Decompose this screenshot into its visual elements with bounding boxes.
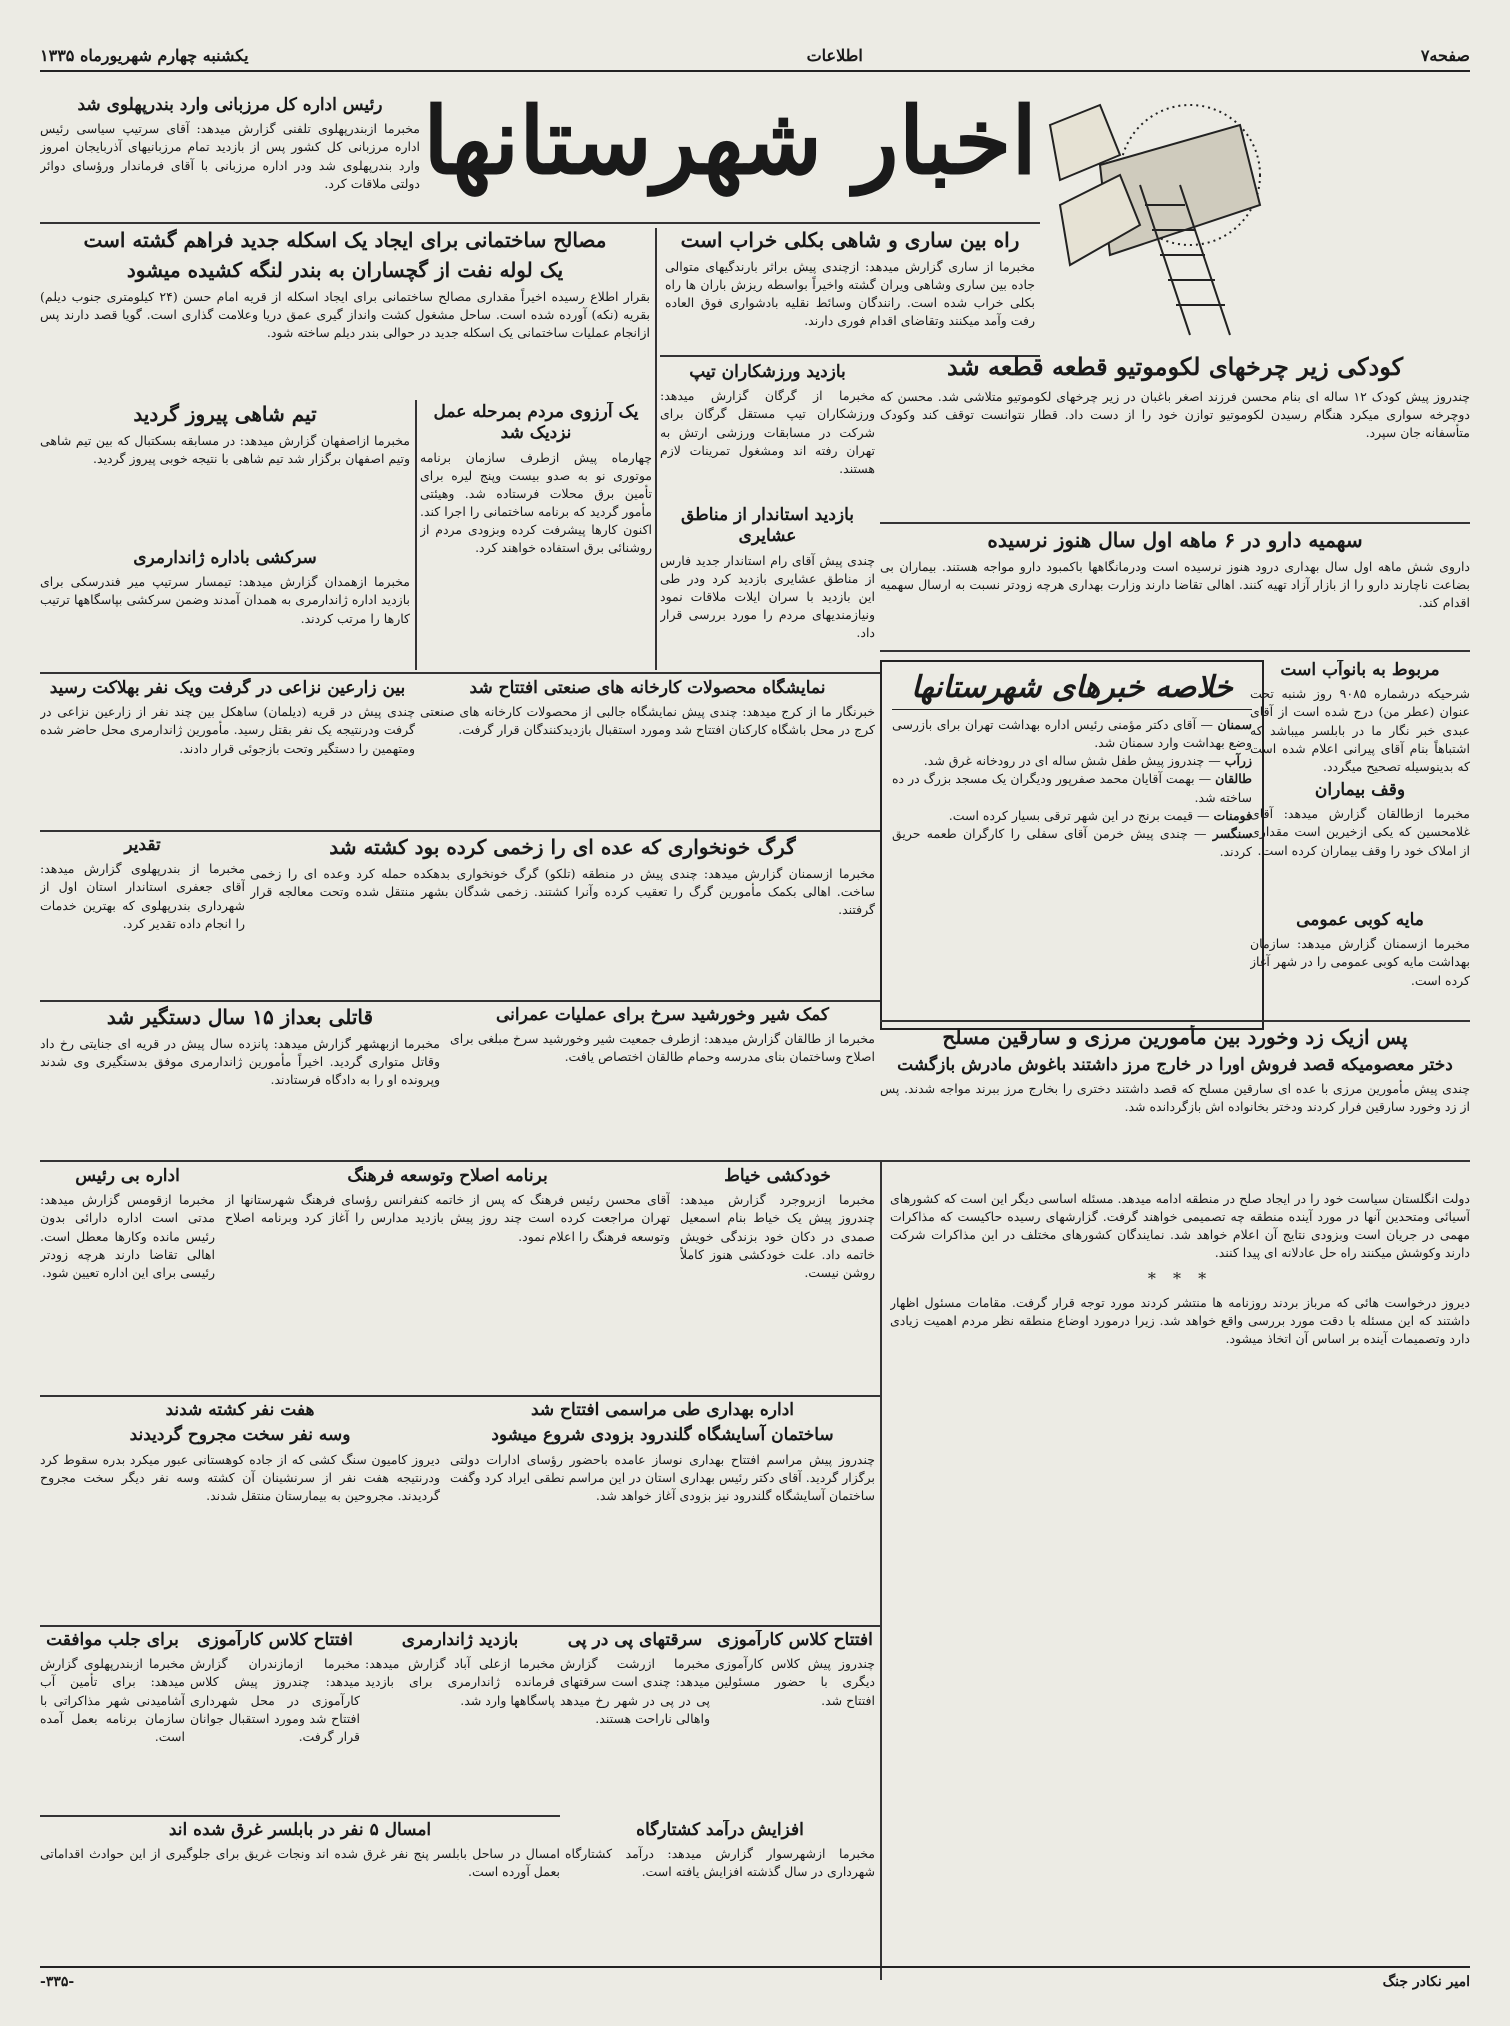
article-training-class-2: [715, 1630, 875, 1810]
summary-item-label: سنگسر: [1212, 825, 1252, 841]
article-sari-road: [665, 228, 1035, 358]
masthead: [420, 95, 1040, 225]
summary-item-text: بهمت آقایان محمد صفرپور ودیگران یک مسجد بزرگ در ده ساخته شد.: [892, 771, 1252, 805]
article-title: بازدید استاندار از مناطق عشایری: [680, 505, 855, 547]
editorial-body: دولت انگلستان سیاست خود را در ایجاد صلح در منطقه ادامه میدهد. مسئله اساسی دیگر این است که کشورهای آسیائی ومتحدین آنها در مورد آینده منطقه چه تصمیمی خواهند گرفت. گزارشهای رسیده حاکیست که مذاکرات مهمی در جریان است وبزودی نتایج آن اعلام خواهد شد. نمایندگان کشورهای مختلف در این مذاکرات شرکت دارند وکوشش میکنند راه حل عادلانه ای پیدا کنند.: [890, 1191, 1470, 1261]
article-body: مخبرما ازرشت گزارش میدهد: چندی است سرقتهای پی در پی در شهر رخ میدهد واهالی ناراحت هستند.: [560, 1656, 710, 1726]
article-title: برنامه اصلاح وتوسعه فرهنگ: [347, 1166, 548, 1186]
summary-title: خلاصه خبرهای شهرستانها: [892, 670, 1252, 710]
article-body: چندی پیش آقای رام استاندار جدید فارس از مناطق عشایری بازدید کرد ودر طی این بازدید با سران ایلات ملاقات نمود ونیازمندیهای مردم را مورد بررسی قرار داد.: [660, 552, 875, 640]
article-subtitle: وسه نفر سخت مجروح گردیدند: [129, 1425, 351, 1446]
article-title: کودکی زیر چرخهای لکوموتیو قطعه قطعه شد: [946, 352, 1404, 381]
article-no-chief: [40, 1166, 215, 1391]
article-body: مخبرما ازبندرپهلوی گزارش میدهد: برای تأمین آب آشامیدنی شهر مذاکراتی با سازمان برنامه بعمل آمده است.: [40, 1656, 185, 1744]
article-title: خودکشی خیاط: [724, 1166, 831, 1186]
article-culture-program: [225, 1166, 670, 1391]
article-body: مخبرما ازشهرسوار گزارش میدهد: درآمد کشتارگاه شهرداری در سال گذشته افزایش یافته است.: [565, 1846, 875, 1880]
article-body: مخبرما ازسمنان گزارش میدهد: چندی پیش در منطقه (تلکو) گرگ خونخواری بدهکده حمله کرد وعده ای را زخمی ساخت. اهالی بکمک مأمورین گرگ را تعقیب کرده وآنرا کشتند. زخمی شدگان بشهر منتقل شده وتحت معالجه قرار گرفتند.: [250, 866, 875, 918]
article-body: مخبرما ازبندرپهلوی تلفنی گزارش میدهد: آقای سرتیپ سیاسی رئیس اداره مرزبانی کل کشور پس از بازدید تمام مرزبانیهای آذربایجان امروز وارد بندرپهلوی شد ودر اداره مرزبانی با آقای فرماندار ورؤسای دوائر دولتی ملاقات کرد.: [40, 121, 420, 191]
summary-item: فومنات — قیمت برنج در این شهر ترقی بسیار کرده است.: [948, 807, 1252, 823]
article-title: سرقتهای پی در پی: [567, 1630, 703, 1650]
article-locomotive: [880, 352, 1470, 522]
article-health-office: [450, 1400, 875, 1620]
article-body: مخبرما از گرگان گزارش میدهد: ورزشکاران تیپ مستقل گرگان برای شرکت در مسابقات ورزشی ارتش به تهران رفته اند ومشغول تمرینات لازم هستند.: [660, 388, 875, 476]
article-title: تقدیر: [124, 835, 161, 855]
article-title: مربوط به بانوآب است: [1280, 660, 1440, 680]
summary-box: [880, 660, 1264, 1030]
article-consent: [40, 1630, 185, 1810]
article-body: چندروز پیش مراسم افتتاح بهداری نوساز عامده باحضور رؤسای ادارات دولتی برگزار گردید. آقای دکتر رئیس بهداری استان در این مراسم نطقی ایراد کرد وگفت ساختمان آسایشگاه گلندرود نیز بزودی آغاز خواهد شد.: [450, 1451, 875, 1503]
article-body: خبرنگار ما از کرج میدهد: چندی پیش نمایشگاه جالبی از محصولات کارخانه های صنعتی کرج در محل باشگاه کارکنان افتتاح شد ومورد استقبال بازدیدکنندگان قرار گرفت.: [420, 704, 875, 738]
article-slaughterhouse: [565, 1820, 875, 1970]
editorial-column: [890, 1190, 1470, 1770]
article-karaj-exhibition: [420, 678, 875, 828]
article-body: مخبرما ازهمدان گزارش میدهد: تیمسار سرتیپ میر فندرسکی برای بازدید اداره ژاندارمری به همدان آمدند وضمن سرکشی بپاسگاهها ترتیب کارها را مرتب کردند.: [40, 574, 410, 626]
article-subtitle: ساختمان آسایشگاه گلندرود بزودی شروع میشود: [491, 1425, 834, 1446]
article-body: آقای محسن رئیس فرهنگ که پس از خاتمه کنفرانس رؤسای فرهنگ شهرستانها از تهران مراجعت کرده است چند روز پیش بازدید مدارس را آغاز کرد وبرنامه اصلاح وتوسعه فرهنگ را اعلام نمود.: [225, 1192, 670, 1244]
article-drowned: [40, 1820, 560, 1970]
summary-item-text: قیمت برنج در این شهر ترقی بسیار کرده است.: [948, 807, 1194, 823]
article-body: مخبرما ازبروجرد گزارش میدهد: چندروز پیش یک خیاط بنام اسمعیل صمدی در دکان خود بزندگی خویش خاتمه داد. علت خودکشی هنوز کاملاً روشن نیست.: [680, 1192, 875, 1280]
article-title: سهمیه دارو در ۶ ماهه اول سال هنوز نرسیده: [987, 528, 1363, 552]
page-header: [40, 40, 1470, 72]
summary-item-label: طالقان: [1215, 771, 1252, 787]
side-endowment: [1250, 780, 1470, 905]
article-title: برای جلب موافقت: [46, 1630, 179, 1650]
article-title: تیم شاهی پیروز گردید: [133, 402, 317, 426]
article-body: مخبرما ازسمنان گزارش میدهد: سازمان بهداشت مایه کوبی عمومی را در شهر آغاز کرده است.: [1250, 936, 1470, 988]
article-title: کمک شیر وخورشید سرخ برای عملیات عمرانی: [495, 1005, 830, 1025]
article-body: مخبرما ازقومس گزارش میدهد: مدتی است اداره دارائی بدون رئیس مانده وکارها معطل است. اهالی تقاضا دارند هرچه زودتر رئیسی برای این اداره تعیین شود.: [40, 1192, 215, 1280]
article-title: وقف بیماران: [1314, 780, 1406, 800]
railroad-illustration: [1040, 85, 1280, 345]
summary-item-label: زرآب: [1224, 753, 1252, 769]
article-title: سرکشی باداره ژاندارمری: [133, 548, 317, 568]
article-body: مخبرما ازعلی آباد گزارش میدهد: فرمانده ژاندارمری برای بازدید پاسگاهها وارد شد.: [365, 1656, 555, 1708]
article-title: راه بین ساری و شاهی بکلی خراب است: [680, 228, 1020, 252]
article-title: افزایش درآمد کشتارگاه: [636, 1820, 804, 1840]
article-body: چندروز پیش کودک ۱۲ ساله ای بنام محسن فرزند اصغر باغبان در زیر چرخهای لکوموتیو متلاشی شد. محسن که دوچرخه سواری میکرد هنگام رسیدن لکوموتیو توازن خود را از دست داد. قطار نتوانست توقف کند وکودک متأسفانه جان سپرد.: [880, 389, 1470, 441]
article-people-wish: [420, 402, 652, 667]
summary-item-text: آقای دکتر مؤمنی رئیس اداره بهداشت تهران برای بازرسی وضع بهداشت وارد سمنان شد.: [892, 717, 1252, 751]
paper-name: اطلاعات: [806, 45, 863, 65]
article-title: نمایشگاه محصولات کارخانه های صنعتی افتتاح شد: [469, 678, 826, 698]
article-subtitle: یک لوله نفت از گچساران به بندر لنگه کشیده میشود: [126, 258, 564, 282]
masthead-title: اخبار شهرستانها: [423, 95, 1037, 195]
article-title: بازدید ژاندارمری: [401, 1630, 519, 1650]
separator-stars: * * *: [1147, 1268, 1213, 1288]
article-farmers-fight: [40, 678, 415, 828]
article-training-class: [190, 1630, 360, 1810]
article-red-lion: [450, 1005, 875, 1155]
article-body: امسال در ساحل بابلسر پنج نفر غرق شده اند ونجات غریق برای جلوگیری از این حوادث اقداماتی بعمل آورده است.: [40, 1846, 560, 1880]
article-shahi-team: [40, 402, 410, 542]
article-tailor: [680, 1166, 875, 1391]
summary-item: سنگسر — چندی پیش خرمن آقای سفلی را کارگران طعمه حریق کردند.: [892, 825, 1252, 859]
article-title: هفت نفر کشته شدند: [165, 1400, 315, 1420]
article-appreciation: [40, 835, 245, 995]
article-title: مایه کوبی عمومی: [1296, 910, 1424, 930]
side-correction: [1250, 660, 1470, 775]
summary-item: زرآب — چندروز پیش طفل شش ساله ای در رودخانه غرق شد.: [923, 753, 1252, 769]
article-border-chief: [40, 95, 420, 220]
article-gendarmerie-visit: [40, 548, 410, 668]
article-title: مصالح ساختمانی برای ایجاد یک اسکله جدید فراهم گشته است: [83, 228, 607, 252]
article-body: بقرار اطلاع رسیده اخیراً مقداری مصالح ساختمانی برای ایجاد اسکله از قریه امام حسن (۲۴ کیلومتری جنوب دیلم) بقریه (نکه) آورده شده است. ساحل مشغول کشت وانداز گیری عمق دریا وعلامت گذاری است. گویا قصد دارند پس ازانجام عملیات ساختمانی یک اسکله جدید در حوالی بندر دیلم ساخته شود.: [40, 289, 650, 341]
article-title: رئیس اداره کل مرزبانی وارد بندرپهلوی شد: [77, 95, 383, 115]
article-body: مخبرما ازبهشهر گزارش میدهد: پانزده سال پیش در قریه ای جنایتی رخ داد وقاتل متواری گردید. اخیراً مأمورین ژاندارمری موفق بدستگیری وی شدند وپرونده او را به دادگاه فرستادند.: [40, 1036, 440, 1088]
article-title: اداره بهداری طی مراسمی افتتاح شد: [530, 1400, 795, 1420]
article-wolf: [250, 835, 875, 985]
article-body: چندروز پیش کلاس کارآموزی دیگری با حضور مسئولین افتتاح شد.: [715, 1656, 875, 1708]
article-port-materials: [40, 228, 650, 398]
article-seven-killed: [40, 1400, 440, 1620]
article-body: مخبرما از بندرپهلوی گزارش میدهد: آقای جعفری استاندار استان اول از شهرداری بندرپهلوی که بهترین خدمات را انجام داده تقدیر کرد.: [40, 861, 245, 931]
article-body: مخبرما ازطالقان گزارش میدهد: آقای غلامحسین که یکی ازخیرین است مقداری از املاک خود را وقف بیماران کرده است.: [1250, 806, 1470, 858]
article-title: اداره بی رئیس: [75, 1166, 180, 1186]
article-border-clash: [880, 1025, 1470, 1165]
article-gorgan-athletes: [660, 362, 875, 502]
summary-item: طالقان — بهمت آقایان محمد صفرپور ودیگران یک مسجد بزرگ در ده ساخته شد.: [892, 771, 1252, 805]
article-title: بین زارعین نزاعی در گرفت ویک نفر بهلاکت رسید: [49, 678, 406, 698]
article-body: مخبرما ازمازندران گزارش میدهد: چندروز پیش کلاس کارآموزی در محل شهرداری افتتاح شد ومورد استقبال جوانان قرار گرفت.: [190, 1656, 360, 1744]
summary-item-label: فومنات: [1213, 807, 1252, 823]
editorial-body-2: دیروز درخواست هائی که مرباز بردند روزنامه ها منتشر کردند مورد توجه قرار گرفت. مقامات مسئول اظهار داشتند که این مسئله با دقت مورد بررسی واقع خواهد شد. زیرا درمورد اوضاع منطقه نظر مردم اهمیت زیادی دارد وتصمیمات آینده بر اساس آن اتخاذ میشود.: [890, 1294, 1470, 1346]
article-medicine-quota: [880, 528, 1470, 648]
article-body: داروی شش ماهه اول سال بهداری درود هنوز نرسیده است ودرمانگاهها باکمبود دارو مواجه هستند. بیماران بی بضاعت ناچارند دارو را از بازار آزاد تهیه کنند. اهالی تقاضا دارند وزارت بهداری هرچه زودتر نسبت به ارسال سهمیه اقدام کند.: [880, 559, 1470, 611]
page-footer: [40, 1966, 1470, 1996]
footer-number: -۳۳۵-: [40, 1974, 75, 1990]
article-body: مخبرما از طالقان گزارش میدهد: ازطرف جمعیت شیر وخورشید سرخ مبلغی برای اصلاح وساختمان بنای مدرسه وحمام طالقان اختصاص یافت.: [450, 1031, 875, 1065]
article-body: شرحیکه درشماره ۹۰۸۵ روز شنبه تحت عنوان (عطر من) درج شده است از آقای عبدی خبر نگار ما در بابلسر میباشد که اشتباهاً بنام آقای پیرانی اعلام شده است که بدینوسیله تصحیح میگردد.: [1250, 686, 1470, 774]
article-body: دیروز کامیون سنگ کشی که از جاده کوهستانی عبور میکرد بدره سقوط کرد ودرنتیجه هفت نفر از سرنشینان آن کشته وسه نفر دیگر سخت مجروح گردیدند. مجروحین به بیمارستان منتقل شدند.: [40, 1451, 440, 1503]
article-body: مخبرما ازاصفهان گزارش میدهد: در مسابقه بسکتبال که بین تیم شاهی وتیم اصفهان برگزار شد تیم شاهی با نتیجه خوبی پیروز گردید.: [40, 433, 410, 467]
article-title: بازدید ورزشکاران تیپ: [689, 362, 846, 382]
footer-author: امیر نکادر جنگ: [1382, 1974, 1470, 1990]
article-title: پس ازیک زد وخورد بین مأمورین مرزی و سارقین مسلح: [942, 1025, 1408, 1049]
article-thefts: [560, 1630, 710, 1810]
article-body: مخبرما از ساری گزارش میدهد: ازچندی پیش براثر بارندگیهای متوالی جاده بین ساری وشاهی ویران گشته واخیراً بواسطه ریزش باران ها راه بکلی خراب شده است. رانندگان وسائط نقلیه بادشواری فوق العاده رفت وآمد میکنند وتقاضای اقدام فوری دارند.: [665, 259, 1035, 329]
article-gendarmerie-inspection: [365, 1630, 555, 1810]
article-body: چهارماه پیش ازطرف سازمان برنامه موتوری نو به صدو بیست وپنج لیره برای تأمین برق محلات فرستاده شد. وهیئتی مأمور گردید که برنامه ساختمانی را اجرا کند. اکنون کارها پیشرفت کرده وبزودی مردم از روشنائی برق استفاده خواهند کرد.: [420, 449, 652, 556]
issue-date: یکشنبه چهارم شهریورماه ۱۳۳۵: [40, 45, 249, 65]
article-subtitle: دختر معصومیکه قصد فروش اورا در خارج مرز داشتند باغوش مادرش بازگشت: [897, 1055, 1453, 1075]
summary-item-label: سمنان: [1217, 717, 1252, 732]
article-title: افتتاح کلاس کارآموزی: [717, 1630, 873, 1650]
article-title: قاتلی بعداز ۱۵ سال دستگیر شد: [106, 1005, 374, 1029]
article-murderer: [40, 1005, 440, 1155]
summary-item-text: چندی پیش خرمن آقای سفلی را کارگران طعمه حریق کردند.: [892, 825, 1252, 859]
summary-item-text: چندروز پیش طفل شش ساله ای در رودخانه غرق شد.: [923, 753, 1205, 769]
side-vaccination: [1250, 910, 1470, 1020]
article-title: امسال ۵ نفر در بابلسر غرق شده اند: [168, 1820, 432, 1840]
article-title: افتتاح کلاس کارآموزی: [197, 1630, 353, 1650]
page-number: صفحه۷: [1420, 45, 1470, 65]
summary-item: سمنان — آقای دکتر مؤمنی رئیس اداره بهداشت تهران برای بازرسی وضع بهداشت وارد سمنان شد.: [892, 717, 1252, 751]
article-body: چندی پیش در قریه (دیلمان) ساهکل بین چند نفر از زارعین نزاعی در گرفت ودرنتیجه یک نفر بقتل رسید. مأمورین ژاندارمری محل حاضر شده ومتهمین را دستگیر وتحت بازجوئی قرار دادند.: [40, 704, 415, 756]
article-governor-visit: [660, 505, 875, 670]
article-title: گرگ خونخواری که عده ای را زخمی کرده بود کشته شد: [329, 835, 796, 859]
article-body: چندی پیش مأمورین مرزی با عده ای سارقین مسلح که قصد داشتند دختری را بخارج مرز ببرند مواجه شدند. پس از زد وخورد سارقین فرار کردند ودختر بخانواده اش بازگردانده شد.: [880, 1081, 1470, 1115]
article-title: یک آرزوی مردم بمرحله عمل نزدیک شد: [433, 402, 639, 444]
